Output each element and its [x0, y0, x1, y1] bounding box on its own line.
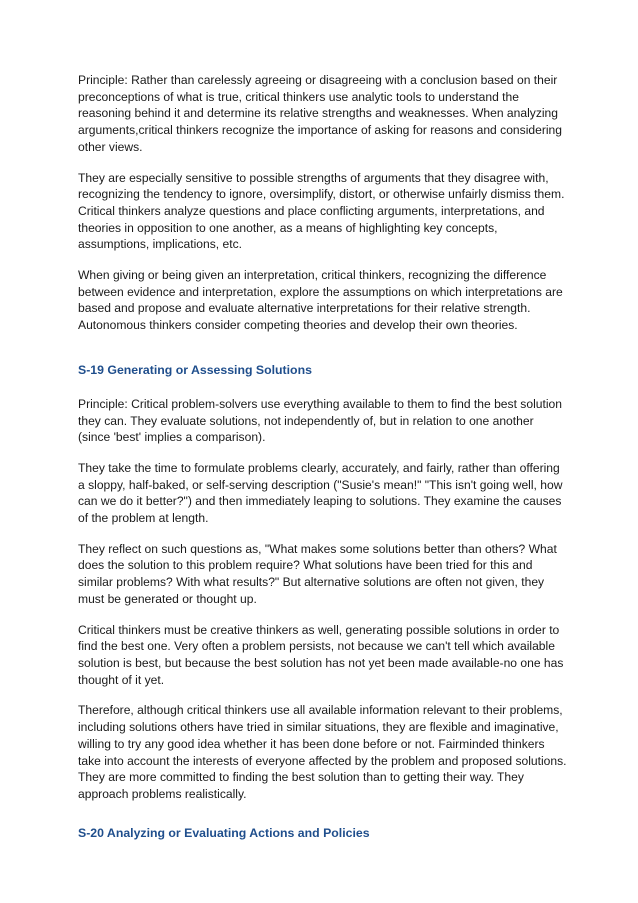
s19-paragraph-2: They take the time to formulate problems clearly, accurately, and fairly, rather than offering a sloppy, half-baked, or self-serving description ("Susie's mean!" "This isn't going well, how can we do it better?") and then immediately leaping to solutions. They examine the causes of the problem at length.: [78, 460, 563, 526]
section-heading-s19: S-19 Generating or Assessing Solutions: [78, 362, 312, 377]
s19-paragraph-1: Principle: Critical problem-solvers use everything available to them to find the best solution they can. They evaluate solutions, not independently of, but in relation to one another (since 'best' implies a comparison).: [78, 396, 562, 445]
intro-paragraph-2: They are especially sensitive to possible strengths of arguments that they disagree with, recognizing the tendency to ignore, oversimplify, distort, or otherwise unfairly dismiss them. Critical thinkers analyze questions and place conflicting arguments, interpretations, and theories in opposition to one another, as a means of highlighting key concepts, assumptions, implications, etc.: [78, 170, 565, 252]
s19-paragraph-5: Therefore, although critical thinkers use all available information relevant to their problems, including solutions others have tried in similar situations, they are flexible and imaginative, willing to try any good idea whether it has been done before or not. Fairminded thinkers take into account the interests of everyone affected by the problem and proposed solutions. They are more committed to finding the best solution than to getting their way. They approach problems realistically.: [78, 703, 567, 801]
s19-paragraph-4: Critical thinkers must be creative thinkers as well, generating possible solutions in order to find the best one. Very often a problem persists, not because we can't tell which available solution is best, but because the best solution has not yet been made available-no one has thought of it yet.: [78, 622, 564, 687]
s19-paragraph-3: They reflect on such questions as, "What makes some solutions better than others? What does the solution to this problem require? What solutions have been tried for this and similar problems? With what results?" But alternative solutions are often not given, they must be generated or thought up.: [78, 541, 557, 606]
intro-paragraph-1: Principle: Rather than carelessly agreeing or disagreeing with a conclusion based on their preconceptions of what is true, critical thinkers use analytic tools to understand the reasoning behind it and determine its relative strengths and weaknesses. When analyzing arguments,critical thinkers recognize the importance of asking for reasons and considering other views.: [78, 73, 562, 154]
intro-paragraph-3: When giving or being given an interpretation, critical thinkers, recognizing the difference between evidence and interpretation, explore the assumptions on which interpretations are based and propose and evaluate alternative interpretations for their relative strength. Autonomous thinkers consider competing theories and develop their own theories.: [78, 268, 563, 333]
section-heading-s20: S-20 Analyzing or Evaluating Actions and Policies: [78, 825, 370, 840]
